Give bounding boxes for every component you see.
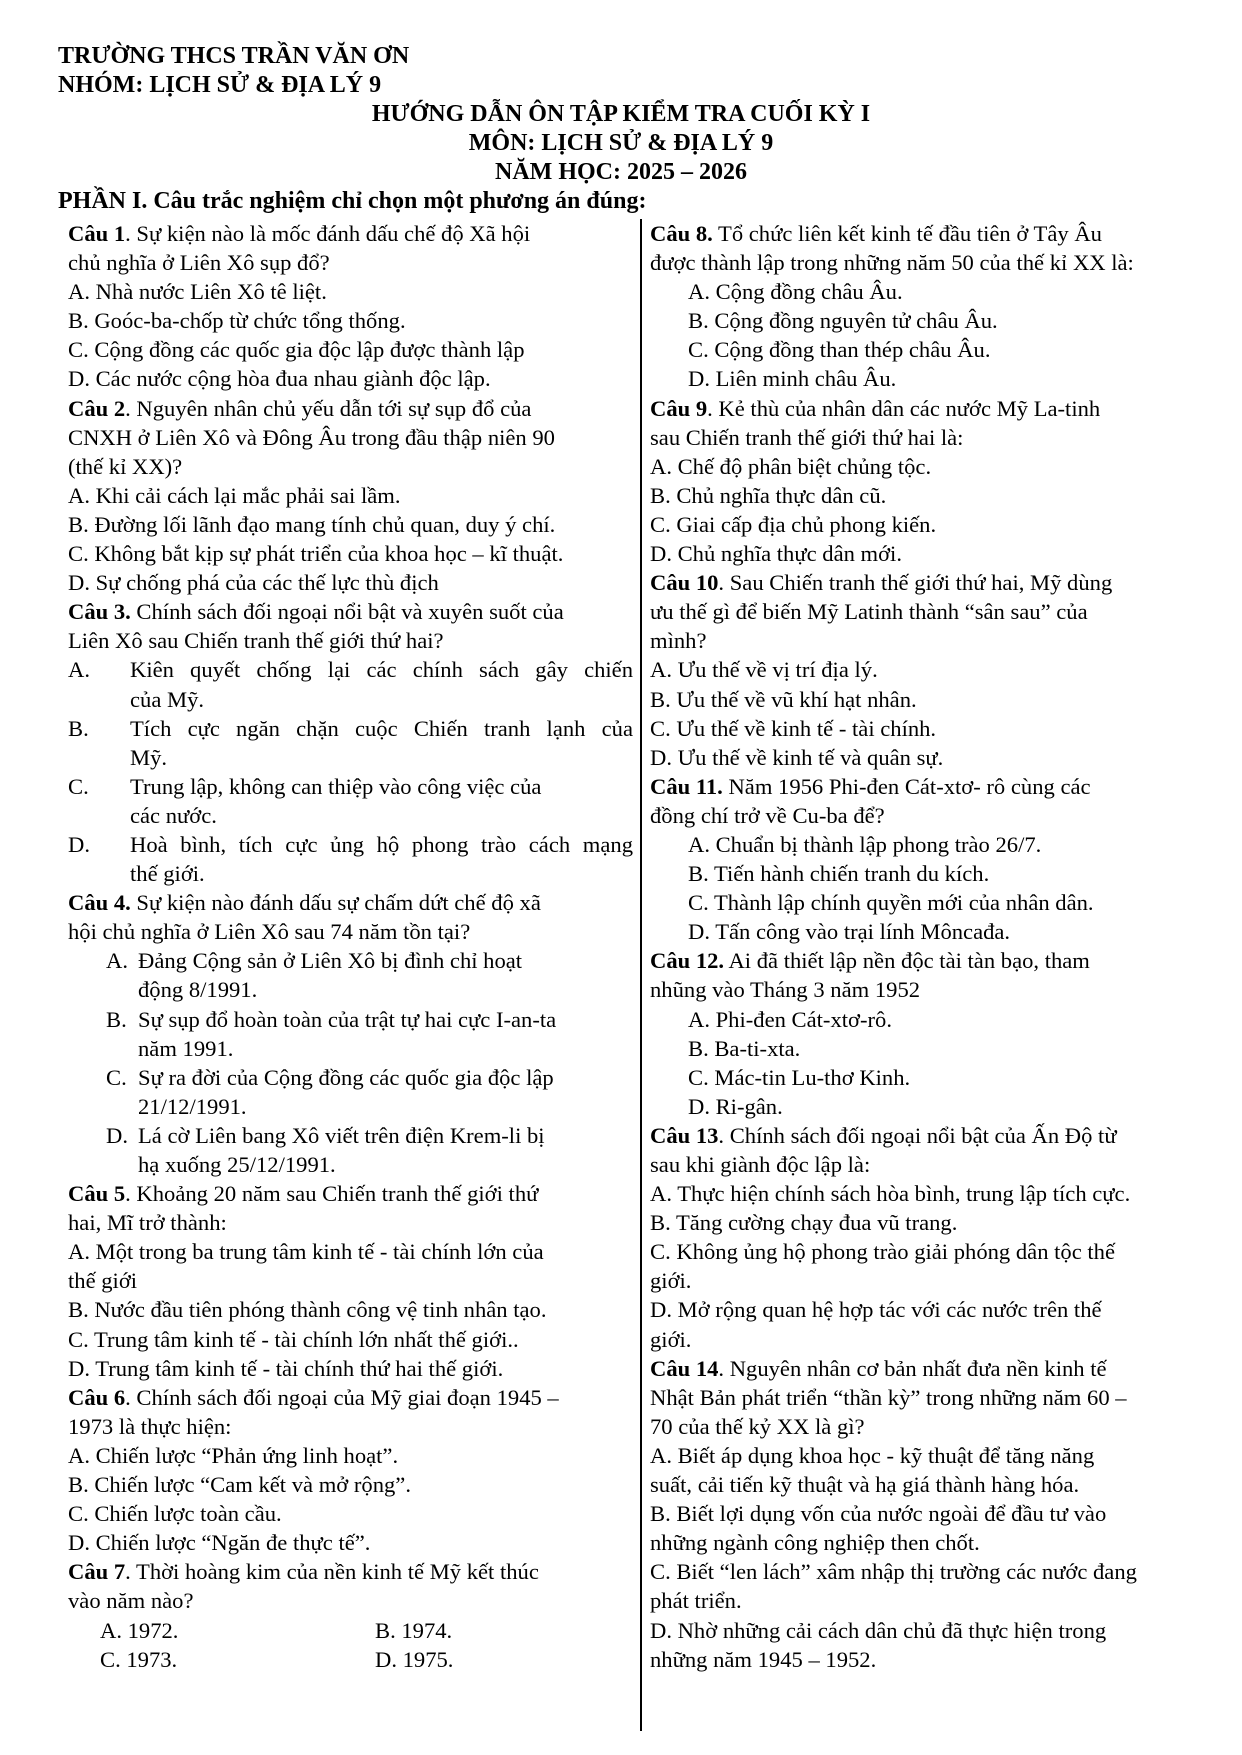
option-label: A.: [106, 948, 128, 974]
question-4: [68, 888, 633, 1179]
question-number: Câu 1: [68, 221, 126, 246]
question-13: [650, 1121, 1210, 1354]
question-number: Câu 12.: [650, 948, 725, 974]
question-text: . Khoảng 20 năm sau Chiến tranh thế giới thứ: [125, 1181, 539, 1207]
option-text: Đảng Cộng sản ở Liên Xô bị đình chỉ hoạt: [138, 948, 523, 974]
question-text: . Chính sách đối ngoại nổi bật của Ấn Độ từ: [718, 1122, 1117, 1148]
question-number: Câu 14: [650, 1355, 719, 1381]
question-number: Câu 6: [68, 1384, 126, 1410]
option-d: [68, 1121, 633, 1150]
question-text: Nhật Bản phát triển “thần kỳ” trong những năm 60 –: [650, 1384, 1127, 1410]
option-c: C. Cộng đồng các quốc gia độc lập được thành lập: [68, 337, 525, 363]
option-d: D. Ri-gân.: [688, 1093, 783, 1119]
option-text: Kiên quyết chống lại các chính sách gây chiến: [130, 657, 633, 683]
option-a: A. Biết áp dụng khoa học - kỹ thuật để tăng năng: [650, 1442, 1095, 1468]
question-12: [650, 946, 1210, 1121]
option-d-continued: thế giới.: [130, 861, 205, 887]
question-number: Câu 5: [68, 1181, 126, 1207]
option-a-continued: thế giới: [68, 1268, 138, 1294]
question-number: Câu 9: [650, 395, 708, 421]
option-c: [68, 772, 633, 801]
option-a: A. Nhà nước Liên Xô tê liệt.: [68, 279, 327, 305]
option-a-continued: của Mỹ.: [130, 686, 205, 712]
option-d: D. Mở rộng quan hệ hợp tác với các nước trên thế: [650, 1297, 1102, 1323]
option-text: Tích cực ngăn chặn cuộc Chiến tranh lạnh của: [130, 715, 633, 741]
question-text: sau Chiến tranh thế giới thứ hai là:: [650, 424, 964, 450]
option-d-continued: những năm 1945 – 1952.: [650, 1646, 877, 1672]
option-d-continued: giới.: [650, 1326, 692, 1352]
option-c: C. Thành lập chính quyền mới của nhân dân.: [688, 890, 1094, 916]
option-b: B. Nước đầu tiên phóng thành công vệ tinh nhân tạo.: [68, 1297, 547, 1323]
question-text: mình?: [650, 628, 707, 654]
option-label: B.: [106, 1006, 127, 1032]
option-b: B. Ưu thế về vũ khí hạt nhân.: [650, 686, 917, 712]
option-b: [68, 714, 633, 743]
option-text: Sự ra đời của Cộng đồng các quốc gia độc lập: [138, 1064, 554, 1090]
option-text: Hoà bình, tích cực ủng hộ phong trào cách mạng: [130, 831, 633, 857]
option-d-continued: hạ xuống 25/12/1991.: [138, 1152, 336, 1177]
option-c: C. Biết “len lách” xâm nhập thị trường các nước đang: [650, 1559, 1137, 1585]
option-c-continued: giới.: [650, 1268, 692, 1294]
question-text: Sự kiện nào đánh dấu sự chấm dứt chế độ xã: [130, 890, 541, 916]
option-d: D. Tấn công vào trại lính Môncađa.: [688, 919, 1011, 945]
option-c-continued: phát triển.: [650, 1588, 742, 1614]
option-label: C.: [68, 773, 89, 799]
option-label: C.: [106, 1064, 127, 1090]
option-b: B. Chủ nghĩa thực dân cũ.: [650, 482, 887, 508]
option-c: C. Không ủng hộ phong trào giải phóng dân tộc thế: [650, 1239, 1115, 1265]
question-text: hội chủ nghĩa ở Liên Xô sau 74 năm tồn tại?: [68, 919, 471, 945]
question-text: ưu thế gì để biến Mỹ Latinh thành “sân sau” của: [650, 599, 1088, 625]
option-b: B. Tăng cường chạy đua vũ trang.: [650, 1210, 958, 1236]
option-b: B. 1974.: [375, 1617, 453, 1643]
question-text: CNXH ở Liên Xô và Đông Âu trong đầu thập niên 90: [68, 424, 555, 450]
question-text: Năm 1956 Phi-đen Cát-xtơ- rô cùng các: [722, 773, 1091, 799]
school-year: NĂM HỌC: 2025 – 2026: [495, 159, 747, 185]
question-5: [68, 1179, 633, 1383]
school-name: TRƯỜNG THCS TRẦN VĂN ƠN: [58, 43, 410, 69]
question-text: hai, Mĩ trở thành:: [68, 1210, 227, 1236]
question-text: (thế kỉ XX)?: [68, 453, 183, 479]
left-column: [68, 219, 633, 1674]
option-a-continued: động 8/1991.: [138, 977, 258, 1003]
option-a: A. Phi-đen Cát-xtơ-rô.: [688, 1006, 892, 1032]
question-text: Ai đã thiết lập nền độc tài tàn bạo, tham: [724, 948, 1090, 974]
right-column: [650, 219, 1210, 1674]
group-name: NHÓM: LỊCH SỬ & ĐỊA LÝ 9: [58, 72, 382, 98]
option-d: D. Chủ nghĩa thực dân mới.: [650, 541, 902, 567]
option-label: D.: [68, 831, 90, 857]
question-text: vào năm nào?: [68, 1588, 194, 1614]
option-a: A. Thực hiện chính sách hòa bình, trung lập tích cực.: [650, 1181, 1131, 1207]
question-7: [68, 1557, 633, 1673]
question-number: Câu 7: [68, 1559, 126, 1585]
option-a: A. Chiến lược “Phản ứng linh hoạt”.: [68, 1442, 399, 1468]
option-b: B. Tiến hành chiến tranh du kích.: [688, 861, 990, 887]
option-b: B. Ba-ti-xta.: [688, 1035, 801, 1061]
option-a: A. Một trong ba trung tâm kinh tế - tài chính lớn của: [68, 1239, 544, 1265]
option-d: D. Ưu thế về kinh tế và quân sự.: [650, 744, 944, 770]
option-b: B. Đường lối lãnh đạo mang tính chủ quan, duy ý chí.: [68, 511, 556, 537]
question-text: chủ nghĩa ở Liên Xô sụp đổ?: [68, 250, 330, 276]
option-a: A. Khi cải cách lại mắc phải sai lầm.: [68, 482, 401, 508]
question-text: đồng chí trở về Cu-ba để?: [650, 802, 885, 828]
question-number: Câu 2: [68, 395, 126, 421]
subject-line: MÔN: LỊCH SỬ & ĐỊA LÝ 9: [468, 130, 774, 156]
option-c-continued: các nước.: [130, 802, 217, 828]
option-b: B. Goóc-ba-chốp từ chức tổng thống.: [68, 308, 406, 334]
option-a: A. Ưu thế về vị trí địa lý.: [650, 657, 878, 683]
question-number: Câu 13: [650, 1122, 719, 1148]
option-b: B. Cộng đồng nguyên tử châu Âu.: [688, 308, 998, 334]
option-c: C. Ưu thế về kinh tế - tài chính.: [650, 715, 937, 741]
option-a: A. 1972.: [100, 1617, 179, 1643]
option-c: [68, 1063, 633, 1092]
option-b: [68, 1005, 633, 1034]
option-c: C. Mác-tin Lu-thơ Kinh.: [688, 1064, 911, 1090]
question-3: [68, 597, 633, 888]
option-label: A.: [68, 657, 90, 683]
option-a: A. Chế độ phân biệt chủng tộc.: [650, 453, 932, 479]
question-number: Câu 10: [650, 570, 719, 596]
option-label: B.: [68, 715, 89, 741]
question-number: Câu 4.: [68, 890, 131, 916]
option-d: D. Chiến lược “Ngăn đe thực tế”.: [68, 1530, 371, 1556]
question-text: 1973 là thực hiện:: [68, 1413, 232, 1439]
option-c: C. 1973.: [100, 1646, 178, 1672]
question-8: [650, 219, 1210, 394]
question-10: [650, 568, 1210, 772]
question-number: Câu 8.: [650, 221, 713, 246]
option-text: Sự sụp đổ hoàn toàn của trật tự hai cực I-an-ta: [138, 1006, 557, 1032]
option-d: [68, 830, 633, 859]
option-d: D. Liên minh châu Âu.: [688, 366, 897, 392]
question-text: . Sự kiện nào là mốc đánh dấu chế độ Xã hội: [125, 221, 531, 246]
document-title: HƯỚNG DẪN ÔN TẬP KIỂM TRA CUỐI KỲ I: [371, 101, 871, 127]
option-a: [68, 946, 633, 975]
question-text: sau khi giành độc lập là:: [650, 1152, 871, 1177]
option-d: D. Trung tâm kinh tế - tài chính thứ hai thế giới.: [68, 1355, 504, 1381]
question-text: . Nguyên nhân cơ bản nhất đưa nền kinh tế: [718, 1355, 1107, 1381]
option-label: D.: [106, 1122, 128, 1148]
question-text: . Kẻ thù của nhân dân các nước Mỹ La-tinh: [707, 395, 1101, 421]
option-d: D. 1975.: [375, 1646, 454, 1672]
question-text: được thành lập trong những năm 50 của thế kỉ XX là:: [650, 250, 1134, 276]
option-b-continued: năm 1991.: [138, 1035, 234, 1061]
question-9: [650, 394, 1210, 569]
option-b-continued: những ngành công nghiệp then chốt.: [650, 1530, 980, 1556]
question-6: [68, 1383, 633, 1558]
option-c: C. Chiến lược toàn cầu.: [68, 1501, 282, 1527]
question-14: [650, 1354, 1210, 1674]
question-text: . Nguyên nhân chủ yếu dẫn tới sự sụp đổ của: [125, 395, 532, 421]
question-text: 70 của thế kỷ XX là gì?: [650, 1413, 865, 1439]
option-b-continued: Mỹ.: [130, 744, 168, 770]
option-c: C. Giai cấp địa chủ phong kiến.: [650, 511, 937, 537]
question-text: Chính sách đối ngoại nổi bật và xuyên suốt của: [130, 599, 564, 625]
option-text: Trung lập, không can thiệp vào công việc của: [130, 773, 542, 799]
option-c-continued: 21/12/1991.: [138, 1093, 247, 1119]
question-text: Tổ chức liên kết kinh tế đầu tiên ở Tây Âu: [712, 221, 1102, 246]
column-divider: [640, 219, 642, 1731]
option-text: Lá cờ Liên bang Xô viết trên điện Krem-li bị: [138, 1122, 545, 1148]
option-a: A. Cộng đồng châu Âu.: [688, 279, 903, 305]
question-1: [68, 219, 633, 394]
option-c: C. Không bắt kịp sự phát triển của khoa học – kĩ thuật.: [68, 541, 564, 567]
option-a-continued: suất, cải tiến kỹ thuật và hạ giá thành hàng hóa.: [650, 1472, 1080, 1498]
question-text: nhũng vào Tháng 3 năm 1952: [650, 977, 921, 1003]
option-d: D. Nhờ những cải cách dân chủ đã thực hiện trong: [650, 1617, 1107, 1643]
question-number: Câu 3.: [68, 599, 131, 625]
option-row: [68, 1645, 633, 1674]
question-text: Liên Xô sau Chiến tranh thế giới thứ hai?: [68, 628, 444, 654]
option-a: A. Chuẩn bị thành lập phong trào 26/7.: [688, 831, 1042, 857]
option-d: D. Sự chống phá của các thế lực thù địch: [68, 570, 439, 596]
option-row: [68, 1616, 633, 1645]
option-b: B. Biết lợi dụng vốn của nước ngoài để đầu tư vào: [650, 1501, 1107, 1527]
part-heading: PHẦN I. Câu trắc nghiệm chỉ chọn một phương án đúng:: [58, 188, 647, 214]
question-text: . Sau Chiến tranh thế giới thứ hai, Mỹ dùng: [718, 570, 1113, 596]
option-a: [68, 655, 633, 684]
option-c: C. Cộng đồng than thép châu Âu.: [688, 337, 991, 363]
option-c: C. Trung tâm kinh tế - tài chính lớn nhất thế giới..: [68, 1326, 519, 1352]
question-text: . Chính sách đối ngoại của Mỹ giai đoạn 1945 –: [125, 1384, 559, 1410]
question-2: [68, 394, 633, 598]
question-text: . Thời hoàng kim của nền kinh tế Mỹ kết thúc: [125, 1559, 539, 1585]
question-11: [650, 772, 1210, 947]
option-b: B. Chiến lược “Cam kết và mở rộng”.: [68, 1472, 411, 1498]
question-number: Câu 11.: [650, 773, 723, 799]
option-d: D. Các nước cộng hòa đua nhau giành độc lập.: [68, 366, 491, 392]
